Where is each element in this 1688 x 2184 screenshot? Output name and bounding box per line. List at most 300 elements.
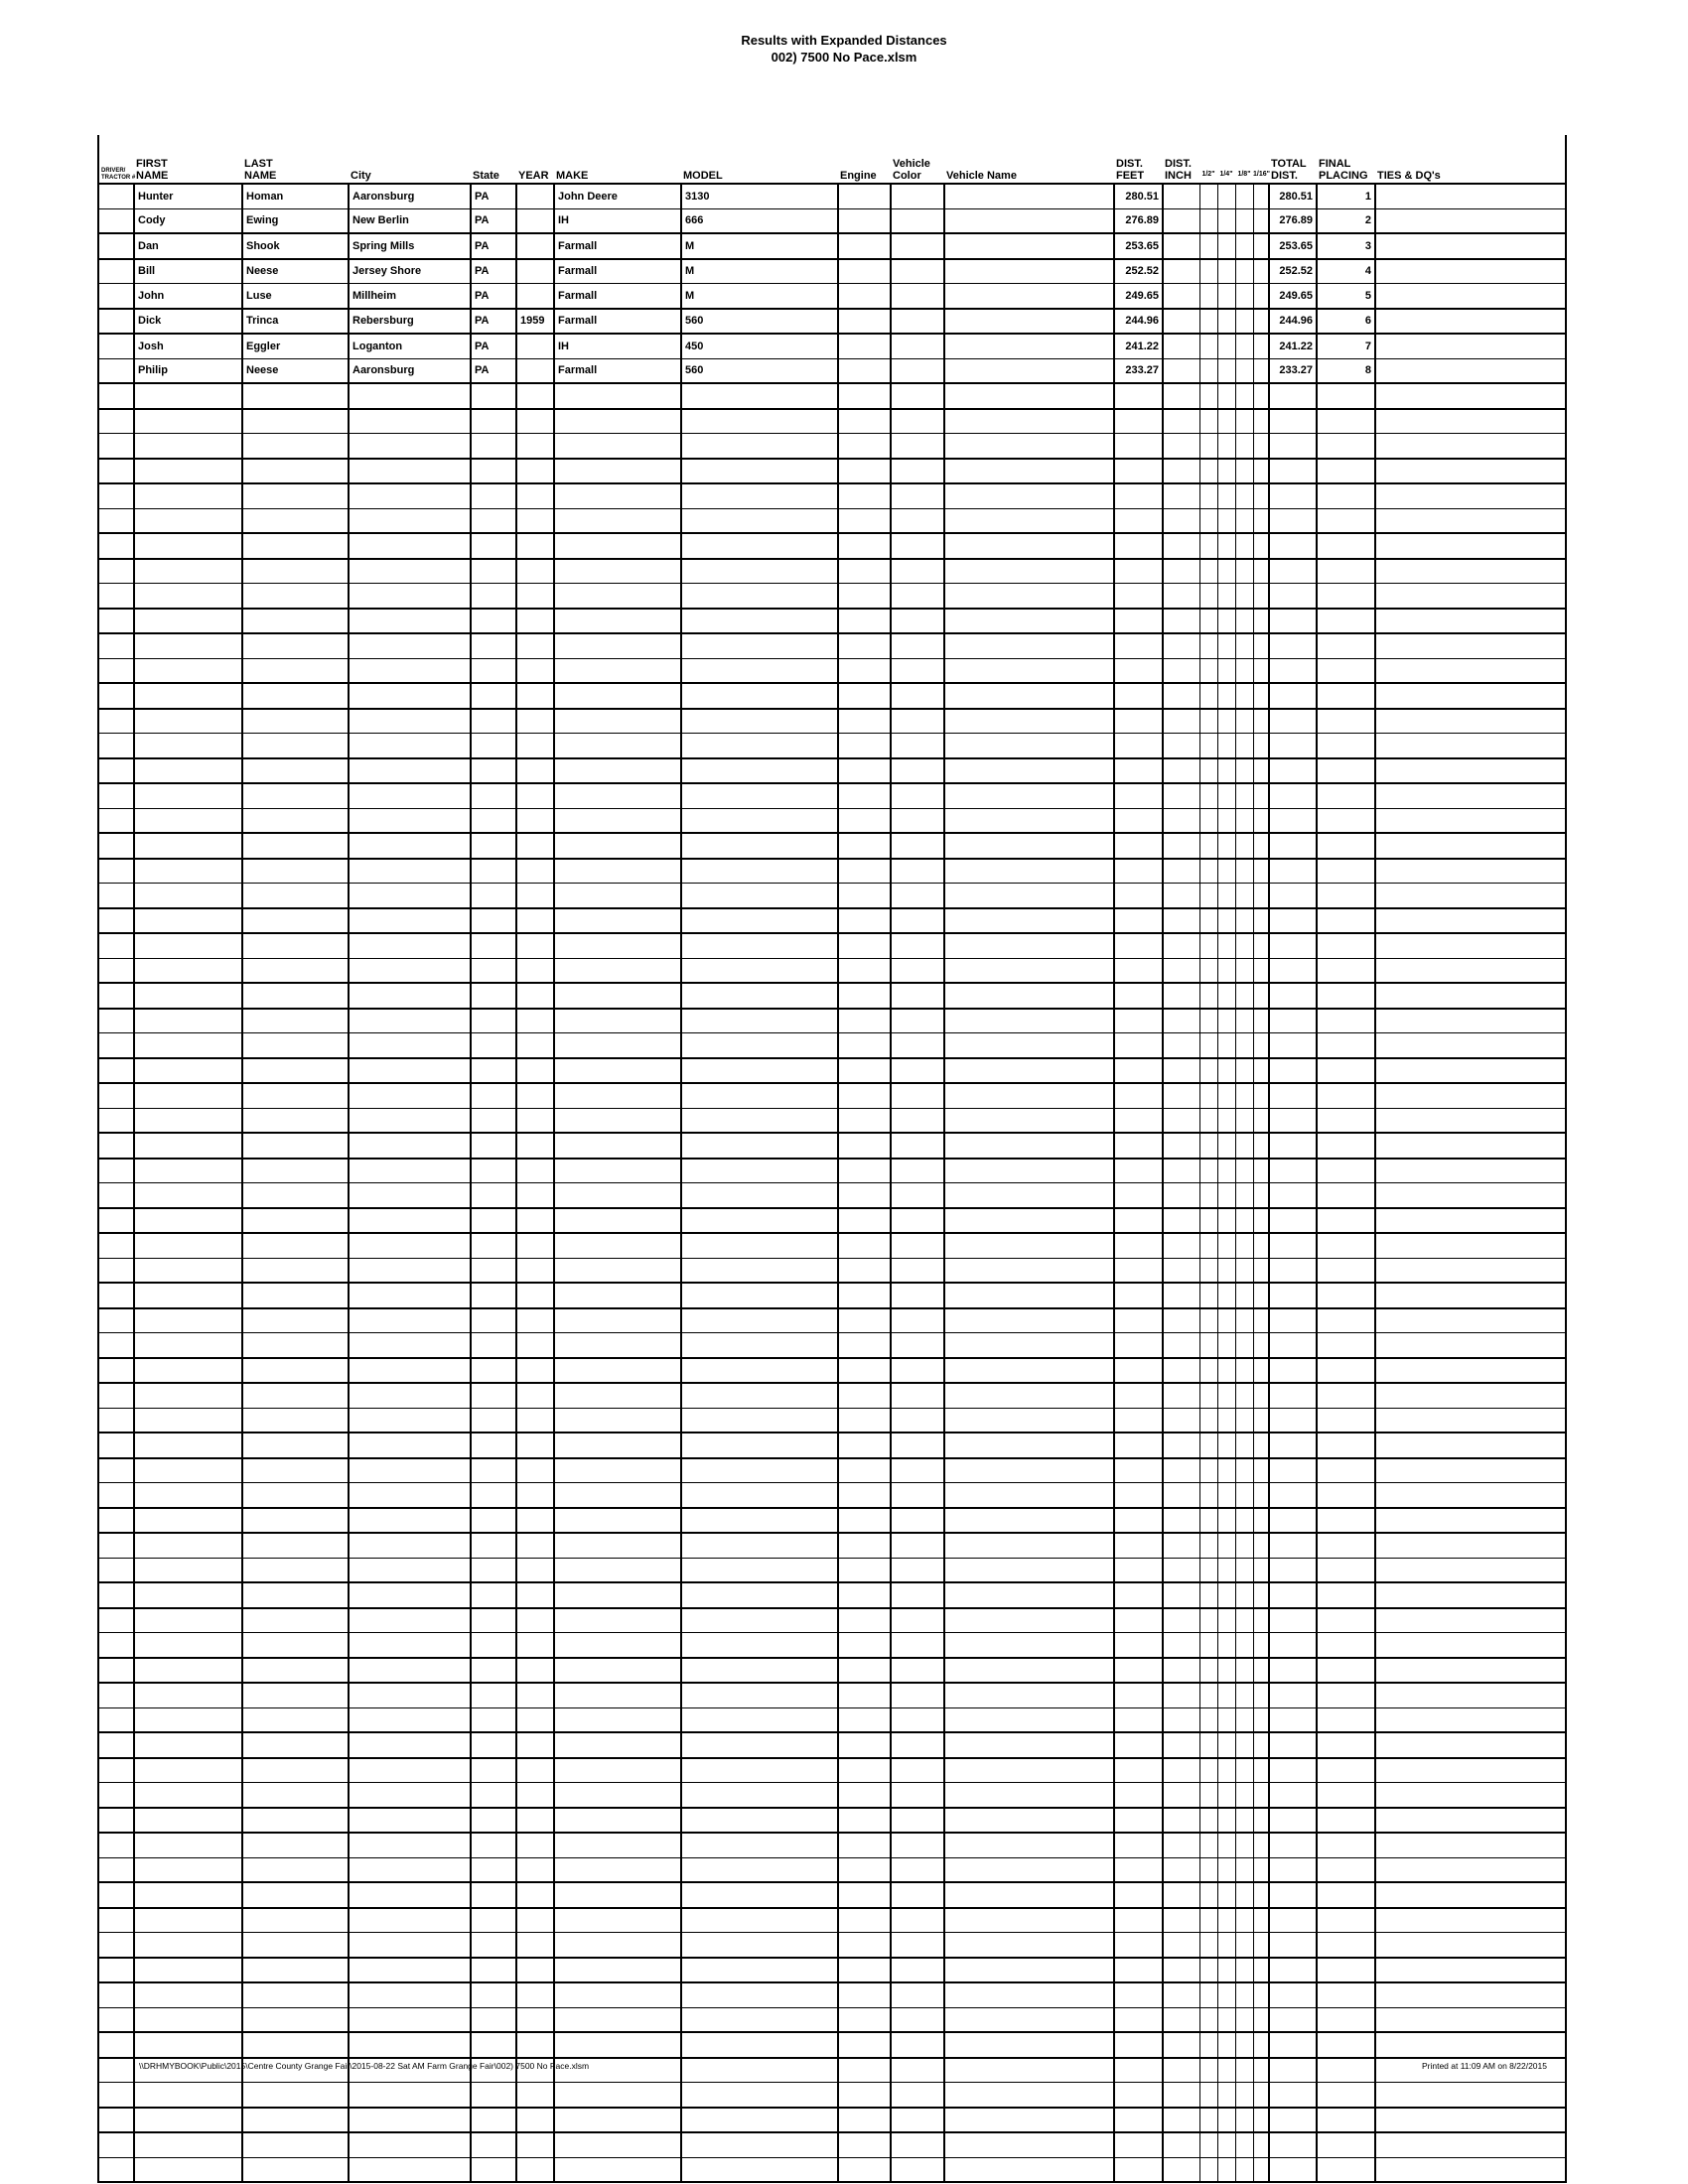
cell-dist-feet [1114,1033,1163,1058]
cell-final-placing [1317,1808,1375,1834]
cell-eighth-inch [1235,184,1253,208]
cell-half-inch [1199,584,1217,609]
cell-quarter-inch [1217,1683,1235,1707]
cell-half-inch [1199,259,1217,284]
cell-eighth-inch [1235,1508,1253,1534]
empty-row [98,1483,1566,1508]
cell-dist-inch [1163,1433,1199,1458]
cell-total-dist [1269,1283,1317,1308]
cell-model [681,584,838,609]
cell-sixteenth-inch [1253,2032,1269,2058]
cell-final-placing [1317,1433,1375,1458]
cell-sixteenth-inch [1253,1333,1269,1358]
header-label-bottom: 1/8" [1237,171,1251,178]
cell-ties-dqs [1375,1258,1566,1283]
cell-half-inch [1199,1908,1217,1933]
cell-total-dist [1269,483,1317,508]
cell-last-name [242,1633,349,1658]
cell-year [516,1958,554,1983]
cell-city [349,1009,471,1033]
cell-quarter-inch [1217,1433,1235,1458]
cell-year [516,334,554,358]
cell-make [554,1458,681,1483]
cell-eighth-inch [1235,1857,1253,1882]
cell-dist-feet [1114,1933,1163,1958]
cell-eighth-inch [1235,1683,1253,1707]
cell-half-inch [1199,1083,1217,1108]
cell-dist-feet [1114,409,1163,434]
cell-year [516,1233,554,1258]
cell-eighth-inch [1235,409,1253,434]
cell-dist-feet [1114,1808,1163,1834]
cell-make [554,1283,681,1308]
cell-final-placing [1317,1833,1375,1857]
cell-half-inch [1199,1633,1217,1658]
cell-total-dist [1269,709,1317,734]
cell-total-dist: 241.22 [1269,334,1317,358]
cell-quarter-inch [1217,808,1235,833]
cell-year [516,1533,554,1558]
cell-model [681,1159,838,1183]
cell-dist-feet: 253.65 [1114,233,1163,259]
cell-state [471,1433,516,1458]
cell-last-name [242,2083,349,2108]
cell-state [471,958,516,983]
cell-make [554,1058,681,1084]
cell-last-name [242,908,349,934]
cell-model [681,1283,838,1308]
cell-dist-inch [1163,1258,1199,1283]
cell-eighth-inch [1235,1933,1253,1958]
cell-year [516,1458,554,1483]
cell-city: Aaronsburg [349,184,471,208]
results-table [97,135,1567,2183]
cell-half-inch [1199,958,1217,983]
cell-quarter-inch [1217,633,1235,658]
cell-model [681,1433,838,1458]
cell-eighth-inch [1235,1558,1253,1582]
cell-last-name [242,808,349,833]
cell-dist-inch [1163,1658,1199,1684]
cell-last-name: Shook [242,233,349,259]
cell-engine [838,1958,891,1983]
cell-half-inch [1199,434,1217,459]
cell-final-placing [1317,2007,1375,2032]
cell-quarter-inch [1217,1707,1235,1732]
cell-year [516,208,554,233]
cell-year [516,1982,554,2007]
empty-row [98,2157,1566,2182]
cell-eighth-inch [1235,1483,1253,1508]
cell-vehicle-name [944,758,1114,784]
cell-dist-feet: 241.22 [1114,334,1163,358]
cell-half-inch [1199,1683,1217,1707]
cell-quarter-inch [1217,933,1235,958]
cell-vehicle-name [944,1208,1114,1234]
cell-ties-dqs [1375,783,1566,808]
empty-row [98,958,1566,983]
cell-total-dist [1269,1308,1317,1333]
cell-total-dist: 276.89 [1269,208,1317,233]
cell-vehicle-color [891,933,944,958]
table-row [98,358,1566,383]
cell-make [554,1358,681,1384]
cell-total-dist [1269,1508,1317,1534]
cell-half-inch [1199,609,1217,634]
cell-year [516,2007,554,2032]
cell-vehicle-name [944,1633,1114,1658]
cell-make [554,1608,681,1633]
cell-vehicle-color [891,2108,944,2133]
cell-half-inch [1199,1982,1217,2007]
cell-quarter-inch [1217,1333,1235,1358]
cell-make [554,983,681,1009]
cell-half-inch [1199,1133,1217,1159]
cell-half-inch [1199,1159,1217,1183]
cell-ties-dqs [1375,1582,1566,1608]
cell-last-name [242,1732,349,1758]
cell-state [471,709,516,734]
cell-year [516,1933,554,1958]
cell-half-inch [1199,559,1217,584]
cell-vehicle-color [891,1732,944,1758]
cell-state [471,434,516,459]
cell-total-dist [1269,833,1317,859]
header-cell-dist-feet [1114,135,1163,184]
cell-vehicle-name [944,783,1114,808]
cell-model: 3130 [681,184,838,208]
cell-last-name [242,1582,349,1608]
cell-eighth-inch [1235,1033,1253,1058]
cell-tractor-num [98,1258,134,1283]
cell-state: PA [471,259,516,284]
cell-first-name [134,1683,242,1707]
cell-dist-feet [1114,2108,1163,2133]
empty-row [98,1808,1566,1834]
cell-dist-inch [1163,358,1199,383]
cell-vehicle-color [891,2007,944,2032]
cell-dist-inch [1163,233,1199,259]
cell-sixteenth-inch [1253,1908,1269,1933]
cell-dist-feet [1114,1408,1163,1433]
cell-make [554,783,681,808]
cell-sixteenth-inch [1253,734,1269,758]
cell-sixteenth-inch [1253,1683,1269,1707]
cell-vehicle-color [891,1582,944,1608]
cell-ties-dqs [1375,1533,1566,1558]
cell-engine [838,633,891,658]
cell-total-dist [1269,1882,1317,1908]
cell-city [349,1308,471,1333]
cell-half-inch [1199,2083,1217,2108]
cell-last-name [242,1558,349,1582]
cell-city [349,1108,471,1133]
cell-tractor-num [98,1283,134,1308]
cell-ties-dqs [1375,658,1566,683]
cell-model [681,1383,838,1408]
cell-dist-inch [1163,459,1199,484]
empty-row [98,434,1566,459]
cell-engine [838,1758,891,1783]
cell-quarter-inch [1217,1582,1235,1608]
cell-vehicle-color [891,1083,944,1108]
cell-first-name [134,709,242,734]
cell-tractor-num [98,2032,134,2058]
cell-half-inch [1199,1383,1217,1408]
cell-eighth-inch [1235,1908,1253,1933]
cell-half-inch [1199,1283,1217,1308]
cell-model: 560 [681,358,838,383]
cell-first-name [134,1333,242,1358]
header-cell-dist-inch [1163,135,1199,184]
cell-last-name [242,758,349,784]
cell-vehicle-name [944,2108,1114,2133]
cell-vehicle-name [944,1258,1114,1283]
cell-year [516,1758,554,1783]
cell-state [471,2032,516,2058]
cell-state [471,1108,516,1133]
cell-vehicle-name [944,1683,1114,1707]
cell-first-name [134,1808,242,1834]
cell-dist-inch [1163,1308,1199,1333]
empty-row [98,1383,1566,1408]
cell-tractor-num [98,609,134,634]
cell-vehicle-color [891,208,944,233]
cell-dist-feet [1114,1458,1163,1483]
cell-dist-feet [1114,1083,1163,1108]
cell-sixteenth-inch [1253,1408,1269,1433]
cell-half-inch [1199,233,1217,259]
cell-last-name [242,933,349,958]
empty-row [98,2083,1566,2108]
empty-row [98,1582,1566,1608]
cell-vehicle-color [891,1233,944,1258]
cell-vehicle-name [944,1658,1114,1684]
cell-first-name [134,533,242,559]
cell-engine [838,933,891,958]
cell-year [516,709,554,734]
cell-state [471,933,516,958]
cell-vehicle-color [891,233,944,259]
cell-last-name [242,1857,349,1882]
cell-tractor-num [98,1732,134,1758]
cell-engine [838,1833,891,1857]
cell-half-inch [1199,1732,1217,1758]
cell-ties-dqs [1375,859,1566,884]
header-row [98,135,1566,184]
cell-vehicle-name [944,2083,1114,2108]
cell-total-dist [1269,1233,1317,1258]
cell-vehicle-color [891,734,944,758]
cell-engine [838,1283,891,1308]
cell-dist-inch [1163,483,1199,508]
cell-first-name [134,1882,242,1908]
cell-tractor-num [98,1009,134,1033]
cell-quarter-inch [1217,1083,1235,1108]
cell-engine [838,233,891,259]
cell-vehicle-name [944,658,1114,683]
cell-dist-inch [1163,434,1199,459]
cell-state: PA [471,284,516,309]
cell-state [471,1159,516,1183]
cell-dist-feet [1114,1308,1163,1333]
cell-year [516,508,554,533]
cell-make [554,1633,681,1658]
cell-dist-feet [1114,1882,1163,1908]
header-label-bottom: City [351,170,371,182]
cell-model [681,1933,838,1958]
cell-make [554,1908,681,1933]
cell-engine [838,1908,891,1933]
cell-city [349,1433,471,1458]
cell-make [554,483,681,508]
cell-vehicle-name [944,1508,1114,1534]
cell-dist-feet [1114,1133,1163,1159]
cell-last-name: Trinca [242,309,349,335]
cell-year [516,559,554,584]
cell-first-name [134,1433,242,1458]
header-label-bottom: 1/2" [1201,171,1215,178]
cell-last-name [242,1058,349,1084]
cell-dist-inch [1163,1159,1199,1183]
cell-final-placing [1317,2132,1375,2157]
cell-model [681,559,838,584]
cell-engine [838,2157,891,2182]
cell-engine [838,1159,891,1183]
cell-vehicle-name [944,1982,1114,2007]
cell-make [554,1707,681,1732]
cell-dist-inch [1163,208,1199,233]
cell-quarter-inch [1217,1383,1235,1408]
cell-ties-dqs [1375,284,1566,309]
cell-sixteenth-inch [1253,309,1269,335]
empty-row [98,1833,1566,1857]
cell-make [554,559,681,584]
cell-year [516,1383,554,1408]
cell-year [516,383,554,409]
cell-sixteenth-inch [1253,1508,1269,1534]
cell-sixteenth-inch [1253,1608,1269,1633]
cell-ties-dqs [1375,758,1566,784]
cell-total-dist [1269,1982,1317,2007]
cell-eighth-inch [1235,1707,1253,1732]
cell-quarter-inch [1217,1058,1235,1084]
cell-sixteenth-inch [1253,1857,1269,1882]
cell-total-dist [1269,1808,1317,1834]
cell-first-name [134,1633,242,1658]
cell-engine [838,1058,891,1084]
cell-vehicle-color [891,1308,944,1333]
cell-make [554,1683,681,1707]
cell-total-dist: 253.65 [1269,233,1317,259]
cell-total-dist [1269,2083,1317,2108]
cell-dist-inch [1163,1558,1199,1582]
cell-quarter-inch [1217,533,1235,559]
cell-last-name [242,983,349,1009]
empty-row [98,1758,1566,1783]
cell-dist-feet [1114,559,1163,584]
cell-make [554,884,681,908]
cell-first-name [134,884,242,908]
cell-year [516,1658,554,1684]
cell-engine [838,1333,891,1358]
cell-engine [838,2083,891,2108]
cell-vehicle-color [891,884,944,908]
cell-final-placing [1317,1483,1375,1508]
cell-dist-feet [1114,2132,1163,2157]
cell-eighth-inch [1235,208,1253,233]
cell-first-name [134,633,242,658]
cell-dist-feet [1114,1982,1163,2007]
cell-year [516,783,554,808]
cell-city [349,859,471,884]
cell-engine [838,658,891,683]
cell-eighth-inch [1235,808,1253,833]
cell-eighth-inch [1235,2132,1253,2157]
cell-ties-dqs [1375,933,1566,958]
cell-total-dist [1269,1582,1317,1608]
cell-state [471,1683,516,1707]
cell-dist-feet [1114,1582,1163,1608]
cell-engine [838,1857,891,1882]
cell-dist-inch [1163,609,1199,634]
cell-quarter-inch [1217,2132,1235,2157]
cell-dist-feet [1114,1483,1163,1508]
cell-quarter-inch [1217,1732,1235,1758]
cell-total-dist [1269,884,1317,908]
cell-dist-inch [1163,1683,1199,1707]
cell-total-dist: 244.96 [1269,309,1317,335]
cell-dist-inch [1163,1108,1199,1133]
cell-total-dist [1269,434,1317,459]
cell-tractor-num [98,1083,134,1108]
cell-tractor-num [98,309,134,335]
cell-eighth-inch [1235,1208,1253,1234]
cell-state [471,884,516,908]
footer-print-timestamp: Printed at 11:09 AM on 8/22/2015 [1421,2061,1547,2071]
cell-final-placing [1317,783,1375,808]
cell-tractor-num [98,1857,134,1882]
cell-make [554,1433,681,1458]
cell-half-inch [1199,1108,1217,1133]
cell-state [471,683,516,709]
cell-ties-dqs [1375,808,1566,833]
cell-first-name [134,1758,242,1783]
cell-make [554,459,681,484]
cell-state [471,833,516,859]
cell-dist-inch [1163,508,1199,533]
cell-first-name [134,584,242,609]
cell-dist-inch [1163,783,1199,808]
cell-engine [838,1408,891,1433]
cell-sixteenth-inch [1253,1833,1269,1857]
cell-state [471,1233,516,1258]
cell-sixteenth-inch [1253,584,1269,609]
cell-total-dist [1269,908,1317,934]
cell-model [681,2007,838,2032]
cell-state [471,808,516,833]
cell-eighth-inch [1235,933,1253,958]
cell-final-placing [1317,1159,1375,1183]
cell-make [554,933,681,958]
cell-dist-feet [1114,1058,1163,1084]
cell-final-placing [1317,1033,1375,1058]
cell-vehicle-name [944,2157,1114,2182]
cell-total-dist [1269,1258,1317,1283]
cell-ties-dqs [1375,483,1566,508]
cell-quarter-inch [1217,1508,1235,1534]
cell-vehicle-color [891,1608,944,1633]
